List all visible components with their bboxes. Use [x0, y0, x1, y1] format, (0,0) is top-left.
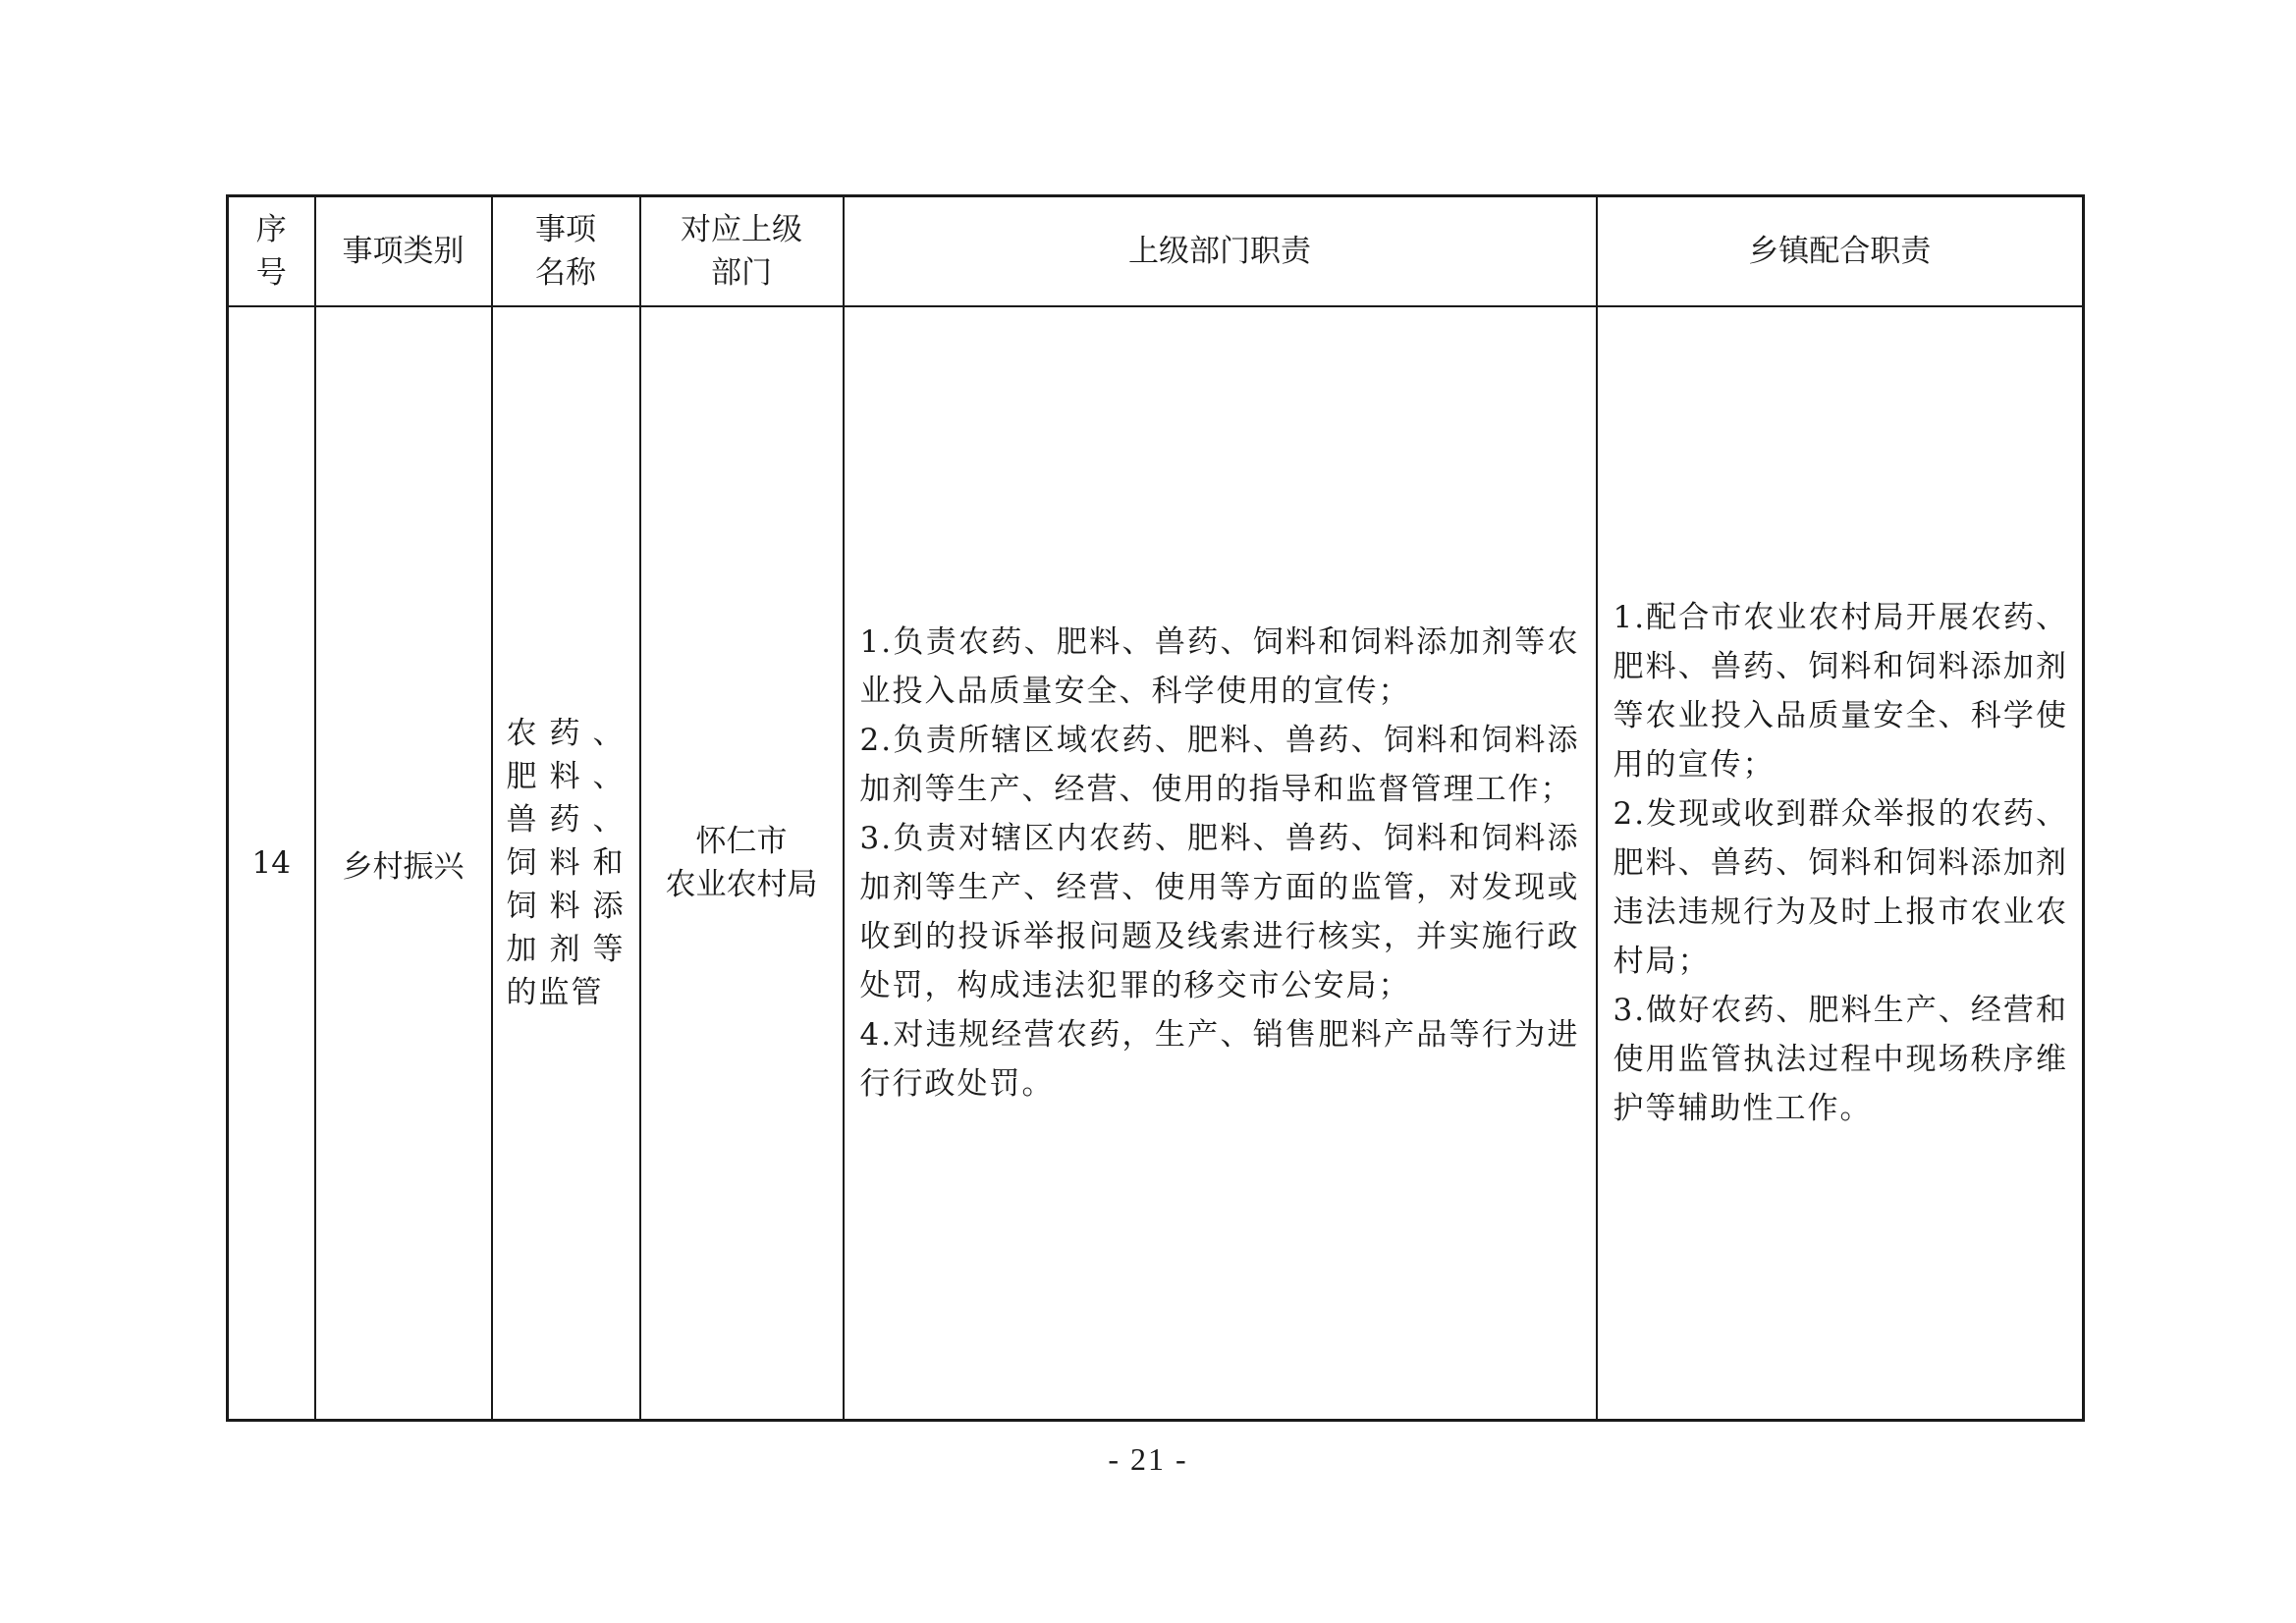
superior-duty-item: 2.负责所辖区域农药、肥料、兽药、饲料和饲料添加剂等生产、经营、使用的指导和监督管理工作；	[859, 723, 1580, 807]
superior-dept-line: 农业农村局	[665, 867, 818, 902]
township-duty-item: 1.配合市农业农村局开展农药、肥料、兽药、饲料和饲料添加剂等农业投入品质量安全、科学使用的宣传；	[1613, 600, 2068, 783]
page-number: - 21 -	[1108, 1441, 1188, 1477]
header-category: 事项类别	[315, 196, 492, 307]
superior-duty-item: 4.对违规经营农药，生产、销售肥料产品等行为进行行政处罚。	[859, 1017, 1580, 1102]
superior-dept-line: 怀仁市	[695, 824, 788, 859]
header-index: 序号	[228, 196, 315, 307]
superior-duty-item: 3.负责对辖区内农药、肥料、兽药、饲料和饲料添加剂等生产、经营、使用等方面的监管，对发现或收到的投诉举报问题及线索进行核实，并实施行政处罚，构成违法犯罪的移交市公安局；	[859, 821, 1580, 1003]
header-township-duty: 乡镇配合职责	[1597, 196, 2084, 307]
table-row	[228, 306, 2084, 1421]
township-duty-item: 3.做好农药、肥料生产、经营和使用监管执法过程中现场秩序维护等辅助性工作。	[1613, 993, 2068, 1126]
superior-duty-item: 1.负责农药、肥料、兽药、饲料和饲料添加剂等农业投入品质量安全、科学使用的宣传；	[859, 624, 1580, 709]
header-superior-duty: 上级部门职责	[844, 196, 1597, 307]
row-superior-dept	[640, 306, 844, 1421]
row-township-duty	[1597, 306, 2084, 1421]
row-item-name: 农药、肥料、兽药、饲料和饲料添加剂等的监管	[492, 306, 640, 1421]
township-duty-item: 2.发现或收到群众举报的农药、肥料、兽药、饲料和饲料添加剂违法违规行为及时上报市农业农村局；	[1613, 796, 2068, 979]
header-item-name: 事项名称	[492, 196, 640, 307]
table-header-row	[228, 196, 2084, 307]
row-superior-duty	[844, 306, 1597, 1421]
row-category: 乡村振兴	[315, 306, 492, 1421]
row-index: 14	[228, 306, 315, 1421]
header-superior-dept: 对应上级部门	[640, 196, 844, 307]
duty-table	[226, 194, 2085, 1422]
